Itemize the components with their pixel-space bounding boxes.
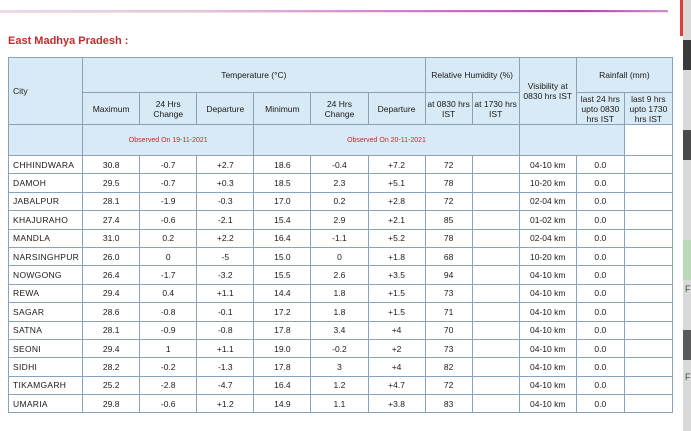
cell-min-change: 3 <box>311 358 368 376</box>
cell-max: 28.1 <box>83 192 140 210</box>
cell-rain9 <box>624 284 672 302</box>
cell-max-change: -0.6 <box>140 395 197 413</box>
cell-min-dep: +1.8 <box>368 247 425 265</box>
cell-rh1730 <box>472 339 519 357</box>
cell-max: 31.0 <box>83 229 140 247</box>
cell-rain9 <box>624 266 672 284</box>
table-row <box>9 321 673 339</box>
max-departure-header: Departure <box>197 93 254 125</box>
cell-max-change: 0 <box>140 247 197 265</box>
cell-min-dep: +2.8 <box>368 192 425 210</box>
cell-rh830: 70 <box>425 321 472 339</box>
table-body <box>9 156 673 413</box>
top-bar <box>0 0 691 10</box>
cell-min: 17.8 <box>254 321 311 339</box>
cell-rain24: 0.0 <box>576 303 624 321</box>
cell-min: 18.5 <box>254 174 311 192</box>
cell-max-change: -0.7 <box>140 174 197 192</box>
right-edge-block <box>683 130 691 160</box>
cell-max-change: 0.4 <box>140 284 197 302</box>
min-departure-header: Departure <box>368 93 425 125</box>
minimum-header: Minimum <box>254 93 311 125</box>
cell-min-dep: +5.1 <box>368 174 425 192</box>
cell-city: REWA <box>9 284 83 302</box>
cell-min: 14.4 <box>254 284 311 302</box>
rh-1730-header: at 1730 hrs IST <box>472 93 519 125</box>
cell-rain9 <box>624 229 672 247</box>
cell-min-change: 1.8 <box>311 284 368 302</box>
cell-max: 26.4 <box>83 266 140 284</box>
cell-rain9 <box>624 321 672 339</box>
table-row <box>9 395 673 413</box>
cell-rh1730 <box>472 211 519 229</box>
cell-rh1730 <box>472 192 519 210</box>
cell-max: 27.4 <box>83 211 140 229</box>
cell-city: CHHINDWARA <box>9 156 83 174</box>
cell-vis: 04-10 km <box>519 303 576 321</box>
cell-max-change: -1.9 <box>140 192 197 210</box>
cell-rh1730 <box>472 395 519 413</box>
cell-rain9 <box>624 174 672 192</box>
cell-max-change: 1 <box>140 339 197 357</box>
cell-rh1730 <box>472 284 519 302</box>
cell-rh830: 71 <box>425 303 472 321</box>
table-row <box>9 247 673 265</box>
cell-min-dep: +4.7 <box>368 376 425 394</box>
table-row <box>9 229 673 247</box>
cell-rain9 <box>624 358 672 376</box>
cell-rain9 <box>624 395 672 413</box>
cell-rain24: 0.0 <box>576 284 624 302</box>
cell-min: 14.9 <box>254 395 311 413</box>
cell-rain24: 0.0 <box>576 339 624 357</box>
cell-rh1730 <box>472 358 519 376</box>
cell-max: 28.1 <box>83 321 140 339</box>
cell-city: JABALPUR <box>9 192 83 210</box>
table-row <box>9 174 673 192</box>
cell-min-dep: +4 <box>368 321 425 339</box>
cell-rain24: 0.0 <box>576 395 624 413</box>
top-divider <box>0 12 683 13</box>
cell-rh1730 <box>472 321 519 339</box>
min-change-header: 24 Hrs Change <box>311 93 368 125</box>
table-row <box>9 211 673 229</box>
cell-min-dep: +2 <box>368 339 425 357</box>
cell-city: TIKAMGARH <box>9 376 83 394</box>
cell-vis: 10-20 km <box>519 247 576 265</box>
cell-min-change: 3.4 <box>311 321 368 339</box>
cell-rh1730 <box>472 156 519 174</box>
cell-min-change: 2.3 <box>311 174 368 192</box>
cell-vis: 02-04 km <box>519 229 576 247</box>
cell-rain9 <box>624 211 672 229</box>
cell-vis: 04-10 km <box>519 376 576 394</box>
cell-min: 17.2 <box>254 303 311 321</box>
right-edge-block <box>683 330 691 360</box>
cell-rh830: 78 <box>425 174 472 192</box>
cell-rh1730 <box>472 376 519 394</box>
cell-max-dep: -1.3 <box>197 358 254 376</box>
cell-rain24: 0.0 <box>576 229 624 247</box>
cell-max-dep: -4.7 <box>197 376 254 394</box>
cell-max-dep: -5 <box>197 247 254 265</box>
cell-max-change: -0.6 <box>140 211 197 229</box>
cell-min-change: 2.6 <box>311 266 368 284</box>
corner-accent <box>668 0 683 36</box>
cell-min: 17.8 <box>254 358 311 376</box>
cell-max: 29.8 <box>83 395 140 413</box>
cell-max-change: -2.8 <box>140 376 197 394</box>
cell-city: SAGAR <box>9 303 83 321</box>
cell-rain24: 0.0 <box>576 266 624 284</box>
rainfall-header: Rainfall (mm) <box>576 58 672 93</box>
cell-vis: 04-10 km <box>519 395 576 413</box>
cell-rh1730 <box>472 266 519 284</box>
cell-rain24: 0.0 <box>576 321 624 339</box>
cell-vis: 04-10 km <box>519 358 576 376</box>
cell-max-change: -0.8 <box>140 303 197 321</box>
cell-min-change: -0.2 <box>311 339 368 357</box>
table-row <box>9 284 673 302</box>
weather-table <box>8 57 673 413</box>
max-change-header: 24 Hrs Change <box>140 93 197 125</box>
cell-max: 29.4 <box>83 339 140 357</box>
cell-rain9 <box>624 192 672 210</box>
cell-max: 25.2 <box>83 376 140 394</box>
observed-min-date: Observed On 20-11-2021 <box>254 125 519 156</box>
cell-vis: 04-10 km <box>519 266 576 284</box>
cell-min-dep: +7.2 <box>368 156 425 174</box>
cell-max: 29.5 <box>83 174 140 192</box>
cell-city: KHAJURAHO <box>9 211 83 229</box>
cell-min: 15.0 <box>254 247 311 265</box>
cell-min: 16.4 <box>254 229 311 247</box>
cell-max-dep: -0.3 <box>197 192 254 210</box>
side-mark: F <box>685 372 691 382</box>
cell-min: 18.6 <box>254 156 311 174</box>
cell-rh1730 <box>472 303 519 321</box>
cell-rh830: 72 <box>425 192 472 210</box>
cell-rain24: 0.0 <box>576 358 624 376</box>
cell-rain9 <box>624 303 672 321</box>
table-row <box>9 376 673 394</box>
cell-max-dep: +1.1 <box>197 284 254 302</box>
cell-min-change: 1.2 <box>311 376 368 394</box>
cell-min-change: 1.8 <box>311 303 368 321</box>
cell-min-dep: +4 <box>368 358 425 376</box>
cell-rain9 <box>624 156 672 174</box>
cell-max-dep: +1.2 <box>197 395 254 413</box>
cell-max: 29.4 <box>83 284 140 302</box>
cell-max: 28.2 <box>83 358 140 376</box>
cell-min: 17.0 <box>254 192 311 210</box>
cell-max-dep: +1.1 <box>197 339 254 357</box>
cell-max-dep: +2.2 <box>197 229 254 247</box>
observed-blank <box>624 125 672 156</box>
cell-rain24: 0.0 <box>576 247 624 265</box>
right-edge-block <box>683 240 691 280</box>
cell-min: 15.5 <box>254 266 311 284</box>
cell-vis: 01-02 km <box>519 211 576 229</box>
humidity-header: Relative Humidity (%) <box>425 58 519 93</box>
rh-0830-header: at 0830 hrs IST <box>425 93 472 125</box>
table-row <box>9 192 673 210</box>
cell-max-change: 0.2 <box>140 229 197 247</box>
cell-city: SIDHI <box>9 358 83 376</box>
cell-rh1730 <box>472 229 519 247</box>
cell-vis: 04-10 km <box>519 284 576 302</box>
cell-city: NOWGONG <box>9 266 83 284</box>
cell-max-dep: -2.1 <box>197 211 254 229</box>
cell-rh830: 73 <box>425 339 472 357</box>
cell-rh1730 <box>472 174 519 192</box>
cell-min-dep: +3.8 <box>368 395 425 413</box>
cell-rh830: 73 <box>425 284 472 302</box>
cell-rain24: 0.0 <box>576 192 624 210</box>
cell-min-change: 1.1 <box>311 395 368 413</box>
cell-city: MANDLA <box>9 229 83 247</box>
observed-blank <box>519 125 624 156</box>
cell-min-change: -1.1 <box>311 229 368 247</box>
cell-rh830: 82 <box>425 358 472 376</box>
cell-rh830: 83 <box>425 395 472 413</box>
cell-max-dep: -0.1 <box>197 303 254 321</box>
cell-vis: 04-10 km <box>519 339 576 357</box>
cell-rain24: 0.0 <box>576 156 624 174</box>
observed-blank <box>9 125 83 156</box>
rain-9-header: last 9 hrs upto 1730 hrs IST <box>624 93 672 125</box>
region-title: East Madhya Pradesh : <box>8 35 129 47</box>
cell-rh830: 94 <box>425 266 472 284</box>
cell-rain24: 0.0 <box>576 376 624 394</box>
cell-rh830: 85 <box>425 211 472 229</box>
right-edge-block <box>683 40 691 70</box>
cell-min: 15.4 <box>254 211 311 229</box>
cell-rh1730 <box>472 247 519 265</box>
observed-max-date: Observed On 19-11-2021 <box>83 125 254 156</box>
cell-max: 28.6 <box>83 303 140 321</box>
cell-max-dep: +2.7 <box>197 156 254 174</box>
cell-min-dep: +2.1 <box>368 211 425 229</box>
table-row <box>9 358 673 376</box>
cell-city: DAMOH <box>9 174 83 192</box>
cell-max: 26.0 <box>83 247 140 265</box>
cell-max-dep: -3.2 <box>197 266 254 284</box>
cell-rain24: 0.0 <box>576 211 624 229</box>
table-row <box>9 266 673 284</box>
cell-min-dep: +5.2 <box>368 229 425 247</box>
cell-min-change: 0 <box>311 247 368 265</box>
cell-min: 19.0 <box>254 339 311 357</box>
cell-rain9 <box>624 247 672 265</box>
cell-min-dep: +1.5 <box>368 303 425 321</box>
cell-vis: 04-10 km <box>519 321 576 339</box>
col-city-header: City <box>9 58 83 125</box>
cell-max-change: -0.7 <box>140 156 197 174</box>
cell-rain24: 0.0 <box>576 174 624 192</box>
cell-min-dep: +3.5 <box>368 266 425 284</box>
cell-rh830: 72 <box>425 376 472 394</box>
cell-city: SEONI <box>9 339 83 357</box>
cell-vis: 10-20 km <box>519 174 576 192</box>
cell-rh830: 78 <box>425 229 472 247</box>
table-row <box>9 303 673 321</box>
cell-min-dep: +1.5 <box>368 284 425 302</box>
cell-min-change: 2.9 <box>311 211 368 229</box>
cell-rh830: 72 <box>425 156 472 174</box>
cell-rain9 <box>624 339 672 357</box>
rain-24-header: last 24 hrs upto 0830 hrs IST <box>576 93 624 125</box>
table-row <box>9 156 673 174</box>
cell-min-change: 0.2 <box>311 192 368 210</box>
cell-city: SATNA <box>9 321 83 339</box>
cell-max-dep: +0.3 <box>197 174 254 192</box>
cell-max-dep: -0.8 <box>197 321 254 339</box>
cell-max-change: -0.9 <box>140 321 197 339</box>
cell-vis: 04-10 km <box>519 156 576 174</box>
side-mark: F <box>685 284 691 294</box>
temperature-header: Temperature (°C) <box>83 58 425 93</box>
cell-rain9 <box>624 376 672 394</box>
cell-rh830: 68 <box>425 247 472 265</box>
cell-max-change: -1.7 <box>140 266 197 284</box>
cell-max-change: -0.2 <box>140 358 197 376</box>
table-row <box>9 339 673 357</box>
cell-min-change: -0.4 <box>311 156 368 174</box>
cell-city: NARSINGHPUR <box>9 247 83 265</box>
cell-max: 30.8 <box>83 156 140 174</box>
cell-min: 16.4 <box>254 376 311 394</box>
cell-vis: 02-04 km <box>519 192 576 210</box>
maximum-header: Maximum <box>83 93 140 125</box>
cell-city: UMARIA <box>9 395 83 413</box>
visibility-header: Visibility at 0830 hrs IST <box>519 58 576 125</box>
